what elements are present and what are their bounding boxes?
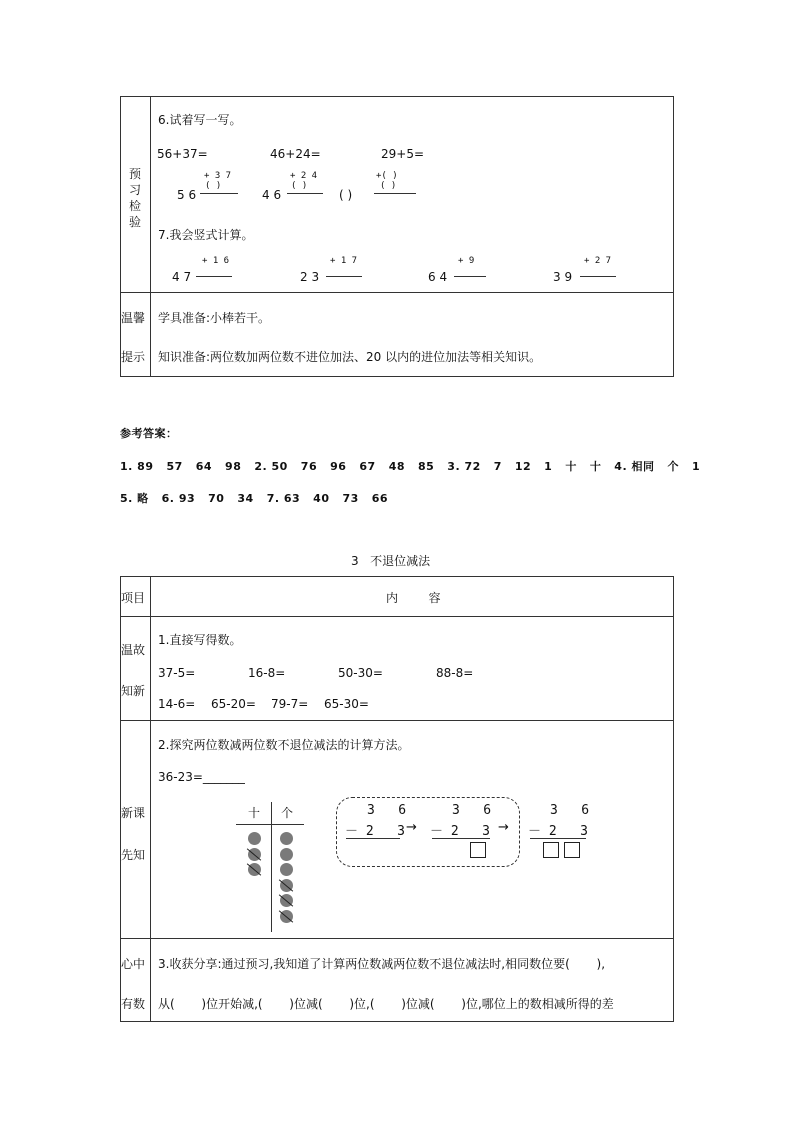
col-header-item: 项目 xyxy=(121,591,146,605)
answers-title: 参考答案： xyxy=(120,427,178,440)
col-header-content: 内 容 xyxy=(386,591,441,605)
q7-v4-left: 3 9 xyxy=(553,270,573,284)
q6-title: 6.试着写一写。 xyxy=(158,113,242,127)
tip-knowledge: 知识准备:两位数加两位数不进位加法、20 以内的进位加法等相关知识。 xyxy=(158,350,542,364)
r1-expr-4: 88-8= xyxy=(436,666,474,680)
abacus-hline xyxy=(236,824,304,825)
calc3-bottom: － 2 3 xyxy=(528,824,588,839)
ones-bead xyxy=(280,848,293,861)
q6-expr-2: 46+24= xyxy=(270,147,321,161)
q7-v1-left: 4 7 xyxy=(172,270,192,284)
side-label-harvest-2: 有数 xyxy=(121,997,146,1011)
q6-expr-3: 29+5= xyxy=(381,147,425,161)
q7-v2-top: + 1 7 xyxy=(330,256,358,266)
answer-box-ones-1[interactable] xyxy=(470,842,486,858)
answer-box-ones-2[interactable] xyxy=(564,842,580,858)
side-label-harvest-1: 心中 xyxy=(121,957,146,971)
calc3-top: 3 6 xyxy=(550,803,590,818)
q6-expr-1: 56+37= xyxy=(157,147,208,161)
r1-expr-6: 65-20= xyxy=(211,697,256,711)
q6-v3-rule xyxy=(374,193,416,194)
r1-expr-1: 37-5= xyxy=(158,666,196,680)
r3-line-1: 3.收获分享:通过预习,我知道了计算两位数减两位数不退位减法时,相同数位要( ), xyxy=(158,957,606,971)
abacus-vline xyxy=(271,802,272,932)
q6-v1-rule xyxy=(200,193,238,194)
side-label-review-2: 知新 xyxy=(121,684,146,698)
q7-v1-rule xyxy=(196,276,232,277)
q6-v1-paren: ( ) xyxy=(205,181,222,191)
q7-title: 7.我会竖式计算。 xyxy=(158,228,254,242)
q6-v3-paren: ( ) xyxy=(380,181,397,191)
calc1-top: 3 6 xyxy=(367,803,407,818)
q6-v2-left: 4 6 xyxy=(262,188,282,202)
table-2-row-divider-1 xyxy=(120,616,674,617)
arrow-right-icon: → xyxy=(406,820,417,835)
r1-expr-3: 50-30= xyxy=(338,666,383,680)
q6-v1-left: 5 6 xyxy=(177,188,197,202)
r2-expr: 36-23=_______ xyxy=(158,770,245,784)
table-2-col-divider xyxy=(150,576,151,1022)
q6-v3-left: ( ) xyxy=(339,188,353,202)
tip-tools: 学具准备:小棒若干。 xyxy=(158,311,271,325)
abacus-label-tens: 十 xyxy=(248,806,261,820)
q7-v4-top: + 2 7 xyxy=(584,256,612,266)
q6-v2-top: + 2 4 xyxy=(290,171,318,181)
answers-line-1: 1. 89 57 64 98 2. 50 76 96 67 48 85 3. 72 7 12 1 十 十 4. 相同 个 1 xyxy=(120,460,701,473)
q6-v2-paren: ( ) xyxy=(291,181,308,191)
arrow-right-icon-2: → xyxy=(498,820,509,835)
q7-v3-rule xyxy=(454,276,486,277)
q7-v3-left: 6 4 xyxy=(428,270,448,284)
side-label-new-1: 新课 xyxy=(121,806,146,820)
q7-v2-left: 2 3 xyxy=(300,270,320,284)
table-2-row-divider-2 xyxy=(120,720,674,721)
tens-bead xyxy=(248,832,261,845)
section-title: 3 不退位减法 xyxy=(351,554,431,568)
q6-v3-top: +( ) xyxy=(376,171,398,181)
q7-v1-top: + 1 6 xyxy=(202,256,230,266)
side-label-tip: 提示 xyxy=(121,350,146,364)
q6-v1-top: + 3 7 xyxy=(204,171,232,181)
r3-line-2: 从( )位开始减,( )位减( )位,( )位减( )位,哪位上的数相减所得的差 xyxy=(158,997,614,1011)
answers-line-2: 5. 略 6. 93 70 34 7. 63 40 73 66 xyxy=(120,492,389,505)
ones-bead xyxy=(280,832,293,845)
q7-v4-rule xyxy=(580,276,616,277)
calc2-top: 3 6 xyxy=(452,803,492,818)
r1-title: 1.直接写得数。 xyxy=(158,633,242,647)
answer-box-tens[interactable] xyxy=(543,842,559,858)
ones-bead xyxy=(280,863,293,876)
side-label-new-2: 先知 xyxy=(121,848,146,862)
r2-title: 2.探究两位数减两位数不退位减法的计算方法。 xyxy=(158,738,410,752)
calc2-bottom: － 2 3 xyxy=(430,824,490,839)
table-1-row-divider xyxy=(120,292,674,293)
side-label-preview: 预 习 检 验 xyxy=(129,167,142,229)
table-2-row-divider-3 xyxy=(120,938,674,939)
side-label-review-1: 温故 xyxy=(121,643,146,657)
q6-v2-rule xyxy=(287,193,323,194)
r1-expr-8: 65-30= xyxy=(324,697,369,711)
abacus-label-ones: 个 xyxy=(281,806,294,820)
calc2-rule xyxy=(432,838,490,839)
r1-expr-5: 14-6= xyxy=(158,697,196,711)
r1-expr-2: 16-8= xyxy=(248,666,286,680)
r1-expr-7: 79-7= xyxy=(271,697,309,711)
calc1-rule xyxy=(346,838,400,839)
q7-v2-rule xyxy=(326,276,362,277)
table-1-col-divider xyxy=(150,96,151,377)
q7-v3-top: + 9 xyxy=(458,256,475,266)
calc3-rule xyxy=(530,838,586,839)
side-label-warm: 温馨 xyxy=(121,311,146,325)
calc1-bottom: － 2 3 xyxy=(345,824,405,839)
